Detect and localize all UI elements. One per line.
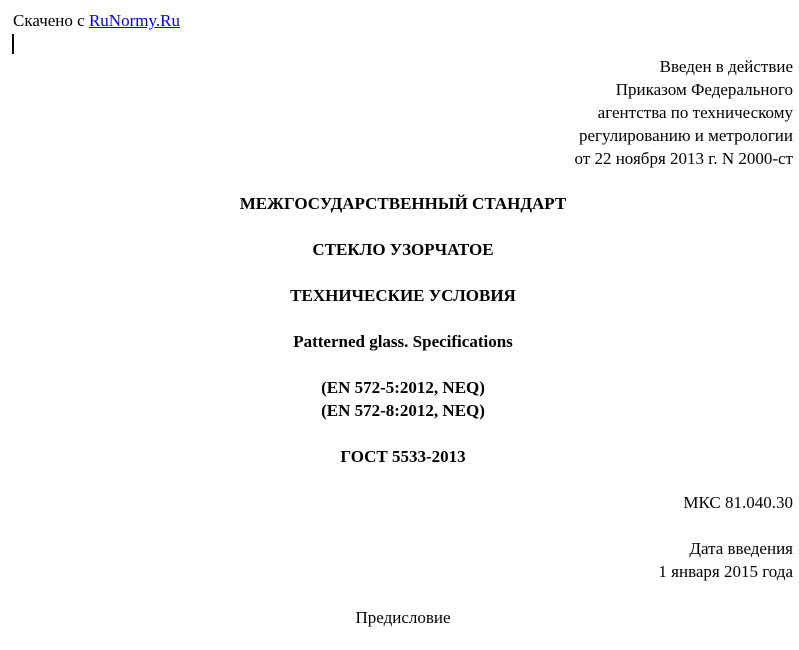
decree-line: Введен в действие [659, 57, 793, 76]
introduction-date-block [658, 537, 793, 583]
mks-code: МКС 81.040.30 [683, 493, 793, 512]
decree-line: регулированию и метрологии [578, 126, 793, 145]
runormy-link[interactable]: RuNormy.Ru [88, 11, 180, 30]
en-reference: (EN 572-5:2012, NEQ) [321, 378, 485, 397]
standard-subtitle: ТЕХНИЧЕСКИЕ УСЛОВИЯ [290, 286, 516, 305]
source-line [13, 9, 180, 32]
decree-line: Приказом Федерального [615, 80, 793, 99]
english-title: Patterned glass. Specifications [293, 332, 513, 351]
decree-line: агентства по техническому [597, 103, 793, 122]
preface-heading: Предисловие [355, 608, 451, 627]
text-cursor [12, 34, 14, 54]
standard-title: СТЕКЛО УЗОРЧАТОЕ [312, 240, 494, 259]
gost-number: ГОСТ 5533-2013 [340, 447, 466, 466]
decree-block [575, 55, 794, 170]
decree-line: от 22 ноября 2013 г. N 2000-ст [574, 149, 793, 168]
en-reference: (EN 572-8:2012, NEQ) [321, 401, 485, 420]
standard-type-heading: МЕЖГОСУДАРСТВЕННЫЙ СТАНДАРТ [239, 194, 567, 213]
source-prefix: Скачено с [13, 11, 89, 30]
introduction-date-value: 1 января 2015 года [658, 562, 793, 581]
introduction-date-label: Дата введения [689, 539, 793, 558]
